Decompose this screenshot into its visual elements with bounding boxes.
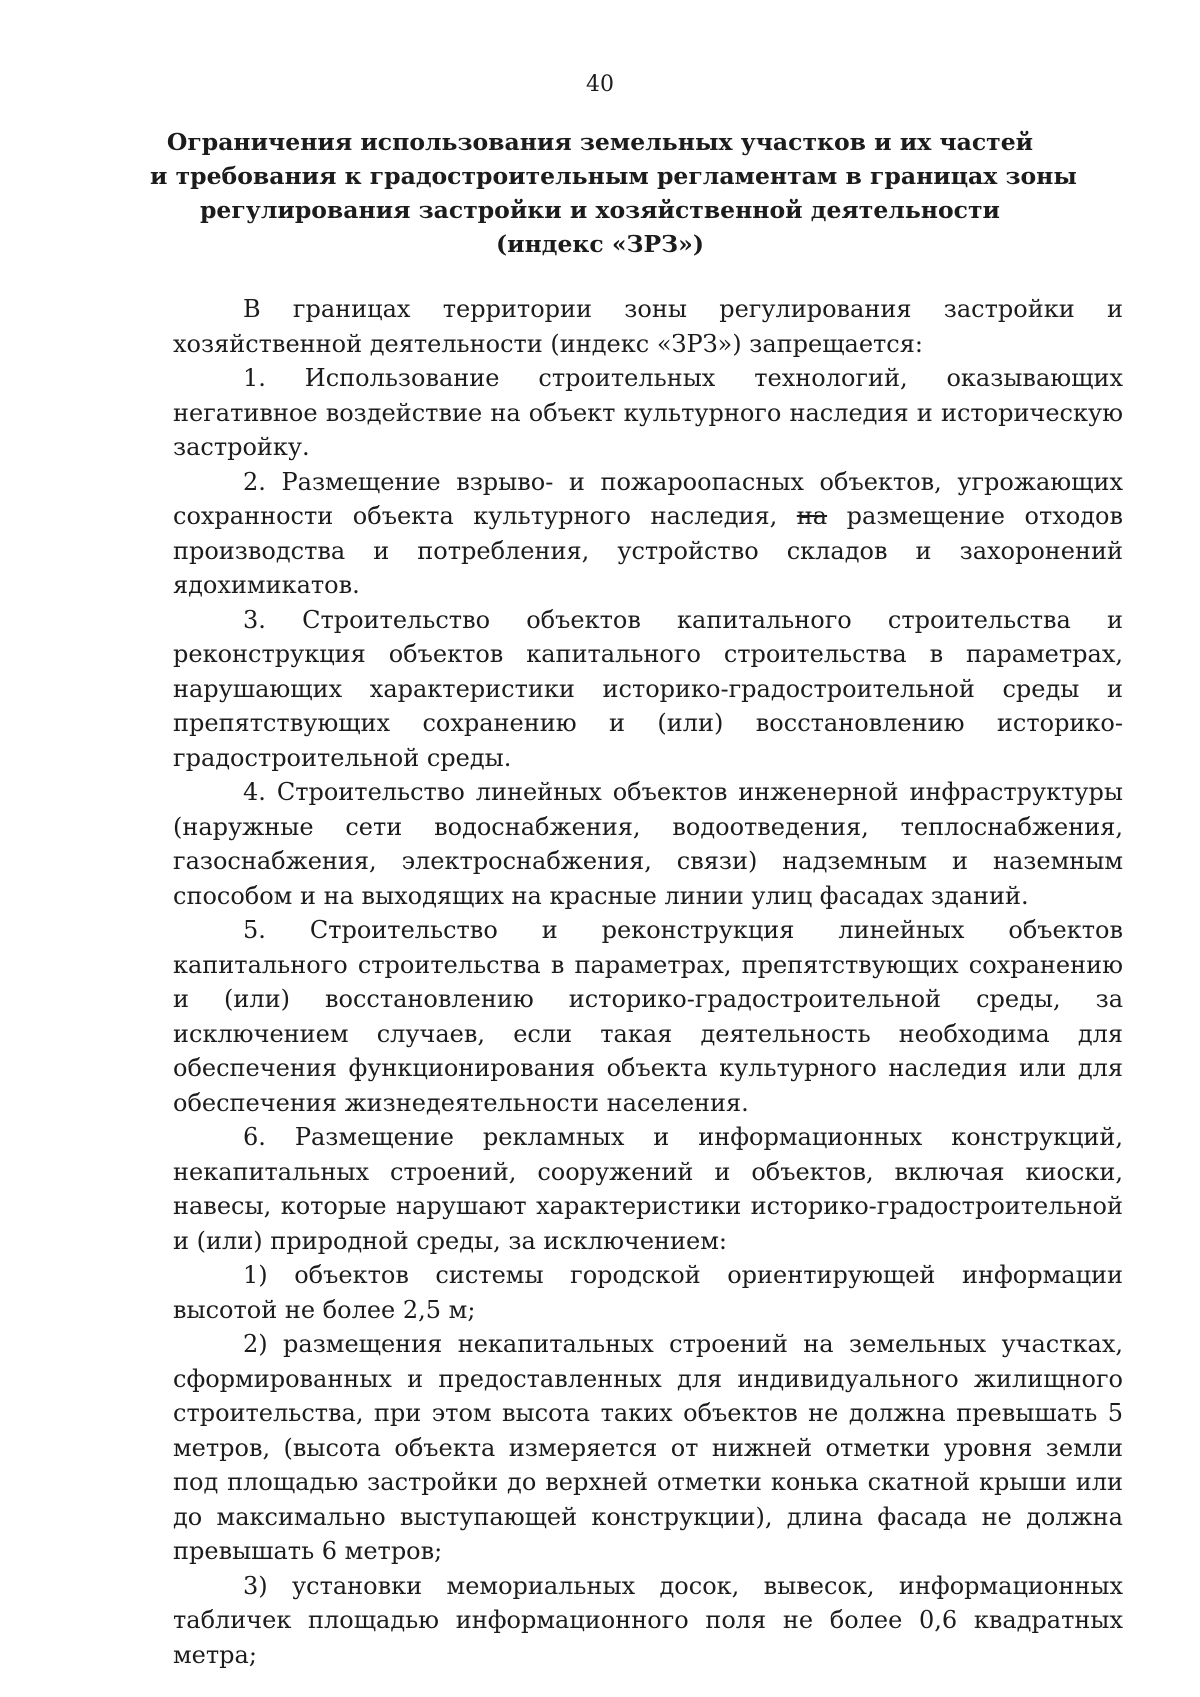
list-item-2 bbox=[173, 465, 1123, 603]
list-item-5: 5. Строительство и реконструкция линейных объектов капитального строительства в параметрах, препятствующих сохранению и (или) восстановлению историко-градостроительной среды, за исключением случаев, если такая деятельность необходима для обеспечения функционирования объекта культурного наследия или для обеспечения жизнедеятельности населения. bbox=[173, 916, 1123, 1117]
list-item-2-text-before: 2. Размещение взрыво- и пожароопасных объектов, угрожающих сохранности объекта культурного наследия, bbox=[173, 467, 1123, 530]
list-item-2-text-after: размещение отходов производства и потребления, устройство складов и захоронений ядохимикатов. bbox=[173, 502, 1123, 599]
title-line: регулирования застройки и хозяйственной деятельности bbox=[200, 196, 1000, 224]
sub-item-2: 2) размещения некапитальных строений на земельных участках, сформированных и предоставленных для индивидуального жилищного строительства, при этом высота таких объектов не должна превышать 5 метров, (высота объекта измеряется от нижней отметки уровня земли под площадью застройки до верхней отметки конька скатной крыши или до максимально выступающей конструкции), длина фасада не должна превышать 6 метров; bbox=[173, 1330, 1123, 1565]
list-item-1: 1. Использование строительных технологий, оказывающих негативное воздействие на объект культурного наследия и историческую застройку. bbox=[173, 364, 1123, 461]
document-body bbox=[173, 292, 1123, 1672]
list-item-3: 3. Строительство объектов капитального строительства и реконструкция объектов капитального строительства в параметрах, нарушающих характеристики историко-градостроительной среды и препятствующих сохранению и (или) восстановлению историко-градостроительной среды. bbox=[173, 605, 1123, 772]
section-title bbox=[150, 125, 1077, 261]
struck-word: на bbox=[796, 502, 828, 530]
title-line: Ограничения использования земельных участков и их частей bbox=[166, 128, 1034, 156]
sub-item-1: 1) объектов системы городской ориентирующей информации высотой не более 2,5 м; bbox=[173, 1261, 1123, 1324]
page-number: 40 bbox=[586, 72, 614, 97]
list-item-6: 6. Размещение рекламных и информационных конструкций, некапитальных строений, сооружений и объектов, включая киоски, навесы, которые нарушают характеристики историко-градостроительной и (или) природной среды, за исключением: bbox=[173, 1123, 1123, 1255]
title-line: (индекс «ЗРЗ») bbox=[496, 230, 704, 258]
title-line: и требования к градостроительным регламентам в границах зоны bbox=[150, 162, 1077, 190]
list-item-4: 4. Строительство линейных объектов инженерной инфраструктуры (наружные сети водоснабжения, водоотведения, теплоснабжения, газоснабжения, электроснабжения, связи) надземным и наземным способом и на выходящих на красные линии улиц фасадах зданий. bbox=[173, 778, 1123, 910]
intro-paragraph: В границах территории зоны регулирования застройки и хозяйственной деятельности (индекс «ЗРЗ») запрещается: bbox=[173, 295, 1123, 358]
sub-item-3: 3) установки мемориальных досок, вывесок, информационных табличек площадью информационного поля не более 0,6 квадратных метра; bbox=[173, 1571, 1123, 1669]
